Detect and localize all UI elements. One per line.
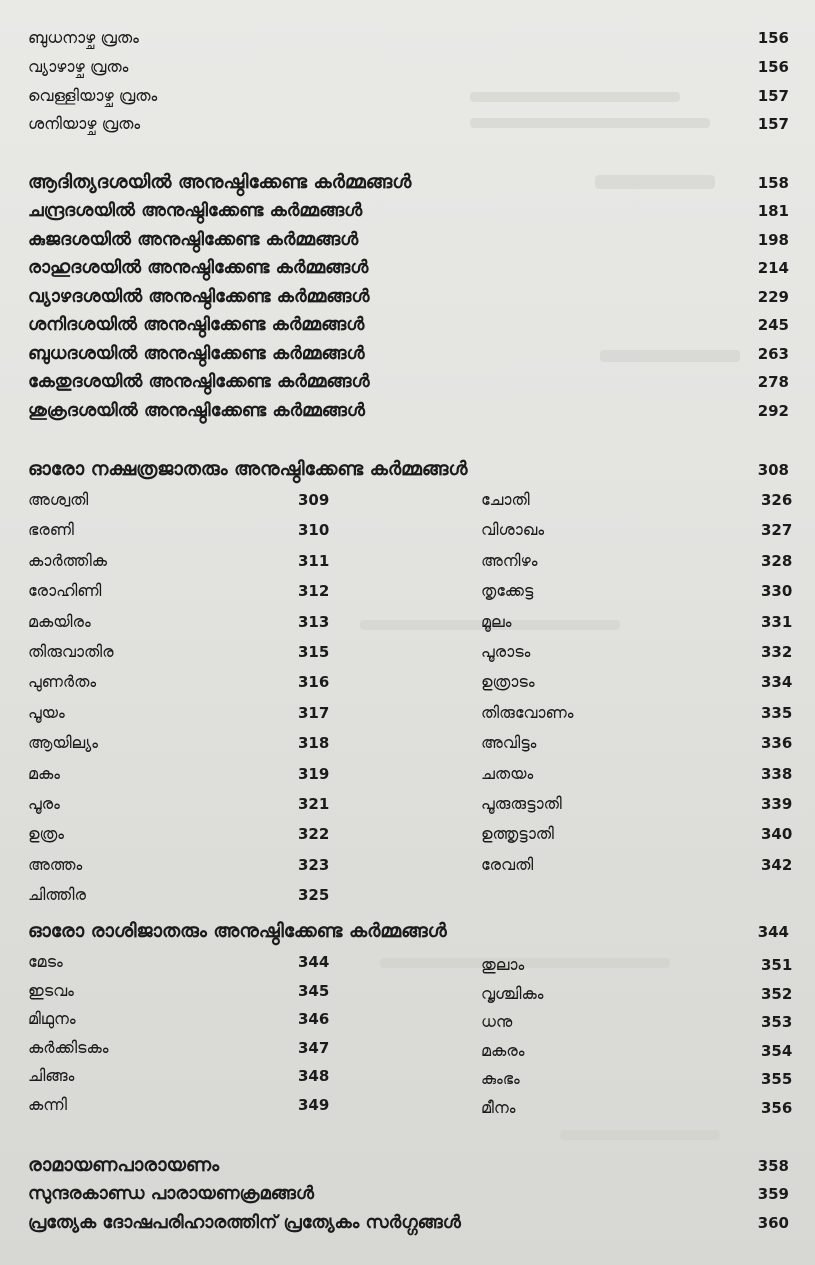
entry-title: സുന്ദരകാണ്ഡ പാരായണക്രമങ്ങൾ (28, 1183, 314, 1204)
entry-title: മിഥുനം (28, 1009, 76, 1029)
entry-title: ധനു (481, 1012, 513, 1032)
entry-page: 352 (761, 984, 793, 1003)
entry-page: 330 (761, 582, 793, 601)
entry-page: 327 (761, 521, 793, 540)
entry-page: 198 (757, 231, 789, 249)
toc-entry (28, 86, 789, 106)
entry-title: ഇടവം (28, 980, 74, 1000)
section-heading (28, 1155, 789, 1176)
entry-page: 317 (298, 703, 330, 722)
entry-page: 181 (757, 202, 789, 220)
entry-page: 316 (298, 673, 330, 692)
toc-entry (28, 315, 789, 335)
entry-page: 354 (761, 1041, 793, 1060)
entry-page: 321 (298, 795, 330, 813)
entry-page: 278 (757, 373, 789, 391)
section-title: ഓരോ രാശിജാതരും അനുഷ്ഠിക്കേണ്ട കർമ്മങ്ങൾ (28, 920, 447, 942)
entry-title: ചിങ്ങം (28, 1066, 75, 1086)
entry-title: പൂയം (28, 702, 65, 722)
entry-page: 326 (761, 491, 793, 509)
entry-title: ശനിദശയിൽ അനുഷ്ഠിക്കേണ്ട കർമ്മങ്ങൾ (28, 314, 365, 335)
toc-entry (28, 201, 789, 221)
entry-title: തൃക്കേട്ട (481, 581, 534, 601)
entry-title: മൂലം (481, 611, 512, 631)
entry-title: വ്യാഴാഴ്ച വ്രതം (28, 57, 129, 76)
bleed-through-mark (560, 1130, 720, 1140)
section-page: 358 (757, 1157, 789, 1175)
entry-title: തുലാം (481, 955, 525, 974)
toc-entry (28, 401, 789, 421)
entry-title: ബുധനാഴ്ച വ്രതം (28, 28, 139, 47)
entry-page: 245 (757, 316, 789, 334)
entry-page: 338 (761, 764, 793, 783)
entry-page: 292 (757, 402, 789, 420)
entry-page: 313 (298, 612, 330, 631)
entry-title: തിരുവോണം (481, 702, 574, 722)
entry-page: 348 (298, 1067, 330, 1086)
toc-entry (28, 28, 789, 48)
entry-page: 318 (298, 734, 330, 753)
entry-page: 157 (757, 87, 789, 105)
section-page: 308 (757, 461, 789, 479)
section-title: രാമായണപാരായണം (28, 1154, 220, 1176)
entry-title: വ്യാഴദശയിൽ അനുഷ്ഠിക്കേണ്ട കർമ്മങ്ങൾ (28, 286, 370, 307)
toc-entry (28, 1213, 789, 1233)
entry-title: ഉത്രാടം (481, 672, 535, 692)
entry-page: 156 (757, 29, 789, 47)
entry-page: 157 (757, 115, 789, 133)
toc-entry (28, 258, 789, 278)
entry-title: അനിഴം (481, 550, 538, 570)
entry-title: പൂരാടം (481, 642, 531, 661)
entry-title: കുംഭം (481, 1069, 520, 1089)
entry-page: 336 (761, 734, 793, 753)
entry-title: കന്നി (28, 1095, 67, 1114)
entry-title: കർക്കിടകം (28, 1037, 109, 1057)
entry-title: ഭരണി (28, 520, 74, 540)
entry-title: ചന്ദ്രദശയിൽ അനുഷ്ഠിക്കേണ്ട കർമ്മങ്ങൾ (28, 200, 363, 221)
entry-title: മകയിരം (28, 611, 91, 631)
entry-page: 323 (298, 855, 330, 874)
entry-page: 335 (761, 703, 793, 722)
entry-page: 309 (298, 491, 330, 509)
entry-page: 340 (761, 825, 793, 844)
entry-page: 355 (761, 1070, 793, 1089)
entry-title: കുജദശയിൽ അനുഷ്ഠിക്കേണ്ട കർമ്മങ്ങൾ (28, 229, 359, 250)
entry-title: പൂരം (28, 794, 60, 813)
entry-title: ബുധദശയിൽ അനുഷ്ഠിക്കേണ്ട കർമ്മങ്ങൾ (28, 343, 365, 364)
entry-title: അശ്വതി (28, 490, 89, 509)
entry-title: മീനം (481, 1098, 516, 1117)
entry-page: 356 (761, 1099, 793, 1117)
entry-title: വൃശ്ചികം (481, 983, 544, 1003)
entry-page: 263 (757, 345, 789, 363)
entry-title: രോഹിണി (28, 581, 102, 601)
entry-title: തിരുവാതിര (28, 642, 114, 661)
entry-page: 315 (298, 643, 330, 661)
entry-page: 345 (298, 981, 330, 1000)
entry-page: 349 (298, 1096, 330, 1114)
section-heading (28, 459, 789, 480)
entry-page: 319 (298, 764, 330, 783)
entry-title: അത്തം (28, 854, 83, 874)
entry-title: ചതയം (481, 763, 534, 783)
entry-page: 353 (761, 1013, 793, 1032)
section-page: 158 (757, 174, 789, 192)
section-heading (28, 172, 789, 193)
entry-title: പ്രത്യേക ദോഷപരിഹാരത്തിന് പ്രത്യേകം സർഗ്ഗങ്ങൾ (28, 1212, 461, 1233)
entry-page: 156 (757, 58, 789, 76)
entry-page: 331 (761, 612, 793, 631)
entry-page: 339 (761, 795, 793, 813)
entry-title: മകം (28, 763, 61, 783)
entry-title: രാഹുദശയിൽ അനുഷ്ഠിക്കേണ്ട കർമ്മങ്ങൾ (28, 257, 369, 278)
entry-title: ഉത്രം (28, 824, 65, 844)
entry-page: 351 (761, 956, 793, 974)
entry-title: ഉത്തൃട്ടാതി (481, 824, 554, 844)
entry-page: 332 (761, 643, 793, 661)
toc-entry (28, 372, 789, 392)
entry-page: 310 (298, 521, 330, 540)
entry-title: പുണർതം (28, 672, 97, 692)
entry-title: ശുക്രദശയിൽ അനുഷ്ഠിക്കേണ്ട കർമ്മങ്ങൾ (28, 400, 365, 421)
entry-page: 311 (298, 551, 330, 570)
toc-entry (28, 1184, 789, 1204)
section-title: ഓരോ നക്ഷത്രജാതരും അനുഷ്ഠിക്കേണ്ട കർമ്മങ്ങൾ (28, 458, 468, 480)
entry-title: കാർത്തിക (28, 550, 107, 570)
entry-title: കേതുദശയിൽ അനുഷ്ഠിക്കേണ്ട കർമ്മങ്ങൾ (28, 371, 370, 392)
toc-entry (28, 344, 789, 364)
entry-title: ആയില്യം (28, 733, 98, 753)
entry-title: വെള്ളിയാഴ്ച വ്രതം (28, 86, 158, 105)
entry-title: മേടം (28, 952, 63, 971)
entry-page: 229 (757, 288, 789, 306)
entry-page: 342 (761, 855, 793, 874)
section-heading (28, 921, 789, 942)
entry-page: 346 (298, 1010, 330, 1029)
entry-page: 344 (298, 953, 330, 971)
entry-title: ചോതി (481, 490, 530, 509)
toc-entry (28, 57, 789, 77)
entry-title: പൂരുരുട്ടാതി (481, 794, 562, 813)
entry-page: 347 (298, 1038, 330, 1057)
entry-title: ശനിയാഴ്ച വ്രതം (28, 114, 141, 133)
toc-entry (28, 230, 789, 250)
entry-title: വിശാഖം (481, 520, 545, 540)
entry-page: 322 (298, 825, 330, 844)
entry-page: 214 (757, 259, 789, 277)
section-title: ആദിത്യദശയിൽ അനുഷ്ഠിക്കേണ്ട കർമ്മങ്ങൾ (28, 171, 412, 193)
entry-page: 325 (298, 886, 330, 905)
entry-page: 328 (761, 551, 793, 570)
entry-page: 312 (298, 582, 330, 601)
entry-page: 359 (757, 1185, 789, 1203)
section-page: 344 (757, 923, 789, 941)
toc-entry (28, 287, 789, 307)
entry-title: രേവതി (481, 854, 534, 874)
entry-title: അവിട്ടം (481, 733, 537, 753)
entry-page: 360 (757, 1214, 789, 1232)
entry-title: ചിത്തിര (28, 885, 86, 905)
entry-title: മകരം (481, 1040, 525, 1060)
bleed-through-mark (380, 958, 670, 968)
entry-page: 334 (761, 673, 793, 692)
toc-entry (28, 114, 789, 134)
